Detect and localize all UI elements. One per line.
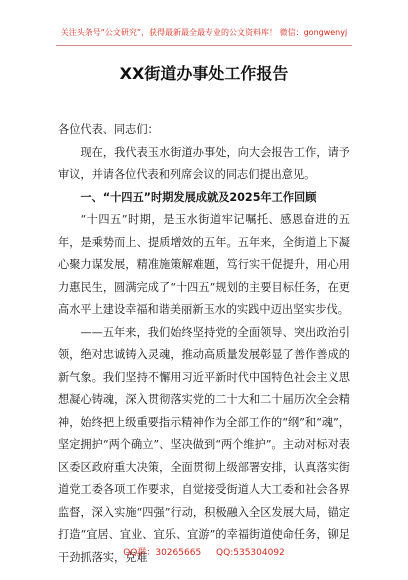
header-divider [56, 45, 352, 46]
intro-paragraph: 现在，我代表玉水街道办事处，向大会报告工作，请予审议，并请各位代表和列席会议的同志们提出意见。 [58, 145, 350, 181]
section-heading-1: 一、“十四五”时期发展成就及2025年工作回顾 [80, 190, 317, 204]
header-promo-note: 关注头条号“公文研究”，获得最新最全最专业的公文资料库！ 微信：gongwenyj [60, 28, 348, 37]
footer-contact [0, 547, 408, 559]
document-body [58, 119, 350, 569]
body-paragraph-2: ——五年来，我们始终坚持党的全面领导、突出政治引领，绝对忠诚铸入灵魂，推动高质量发展彰显了善作善成的新气象。我们坚持不懈用习近平新时代中国特色社会主义思想凝心铸魂，深入贯彻落实党的二十大和二十届历次全会精神，始终把上级重要指示精神作为全部工作的“纲”和“魂”，坚定拥护“两个确立”、坚决做到“两个维护”。主动对标对表区委区政府重大决策，全面贯彻上级部署安排，认真落实街道党工委各项工作要求，自觉接受街道人大工委和社会各界监督，深入实施“四强”行动，积极融入全区发展大局，锚定打造“宜居、宜业、宜乐、宜游”的幸福街道使命任务，铆足干劲抓落实，克难 [58, 325, 350, 564]
footer-qq-group: QQ群：30265665 [123, 548, 202, 558]
salutation: 各位代表、同志们： [58, 123, 159, 136]
footer-qq: QQ:535304092 [216, 548, 285, 558]
document-title: XX街道办事处工作报告 [119, 64, 289, 83]
body-paragraph-1: “十四五”时期，是玉水街道牢记嘱托、感恩奋进的五年，是乘势而上、提质增效的五年。五年来，全街道上下凝心聚力谋发展，精准施策解难题，笃行实干促提升，用心用力惠民生，圆满完成了“十四五”规划的主要目标任务，在更高水平上建设幸福和谐美丽新玉水的实践中迈出坚实步伐。 [58, 213, 350, 316]
